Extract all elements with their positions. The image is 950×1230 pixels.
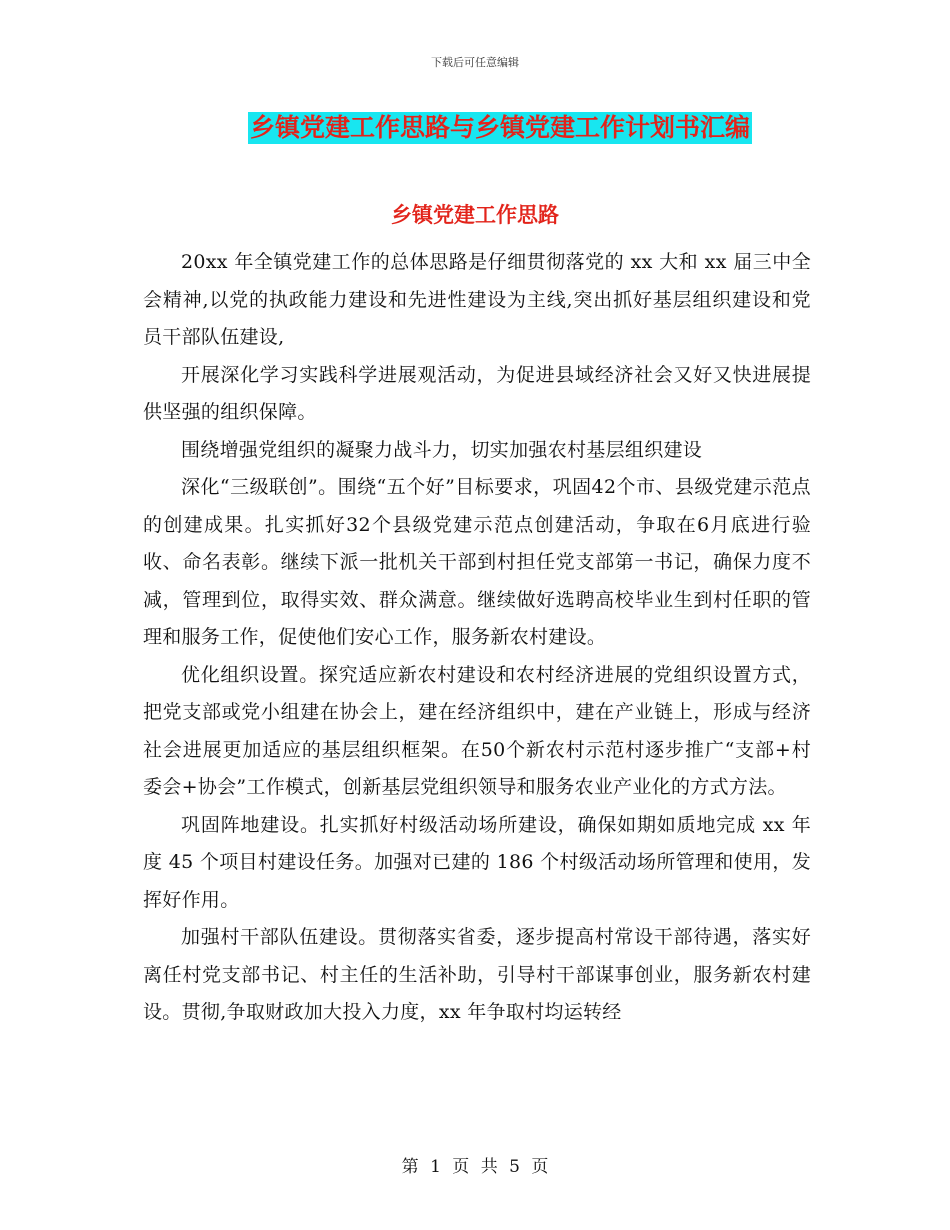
paragraph: 深化“三级联创”。围绕“五个好”目标要求，巩固42个市、县级党建示范点的创建成果。扎实抓好32个县级党建示范点创建活动，争取在6月底进行验收、命名表彰。继续下派一批机关干部到村担任党支部第一书记，确保力度不减，管理到位，取得实效、群众满意。继续做好选聘高校毕业生到村任职的管理和服务工作，促使他们安心工作，服务新农村建设。 — [143, 476, 811, 648]
section-title: 乡镇党建工作思路 — [391, 203, 559, 227]
page-footer: 第 1 页 共 5 页 — [401, 1157, 549, 1177]
document-title: 乡镇党建工作思路与乡镇党建工作计划书汇编 — [249, 113, 750, 142]
paragraph: 20xx 年全镇党建工作的总体思路是仔细贯彻落党的 xx 大和 xx 届三中全会精神,以党的执政能力建设和先进性建设为主线,突出抓好基层组织建设和党员干部队伍建设, — [143, 251, 811, 348]
paragraph: 加强村干部队伍建设。贯彻落实省委，逐步提高村常设干部待遇，落实好离任村党支部书记、村主任的生活补助，引导村干部谋事创业，服务新农村建设。贯彻,争取财政加大投入力度，xx 年争取村均运转经 — [143, 926, 811, 1023]
paragraph: 围绕增强党组织的凝聚力战斗力，切实加强农村基层组织建设 — [181, 438, 703, 461]
document-title-container — [0, 112, 950, 144]
paragraph: 巩固阵地建设。扎实抓好村级活动场所建设，确保如期如质地完成 xx 年度 45 个项目村建设任务。加强对已建的 186 个村级活动场所管理和使用，发挥好作用。 — [143, 813, 811, 911]
paragraph: 开展深化学习实践科学进展观活动，为促进县域经济社会又好又快进展提供坚强的组织保障。 — [143, 363, 811, 423]
paragraph: 优化组织设置。探究适应新农村建设和农村经济进展的党组织设置方式，把党支部或党小组建在协会上，建在经济组织中，建在产业链上，形成与经济社会进展更加适应的基层组织框架。在50个新农村示范村逐步推广“支部+村委会+协会”工作模式，创新基层党组织领导和服务农业产业化的方式方法。 — [143, 663, 811, 798]
page-header-note: 下载后可任意编辑 — [431, 56, 519, 69]
document-body — [143, 244, 811, 1032]
